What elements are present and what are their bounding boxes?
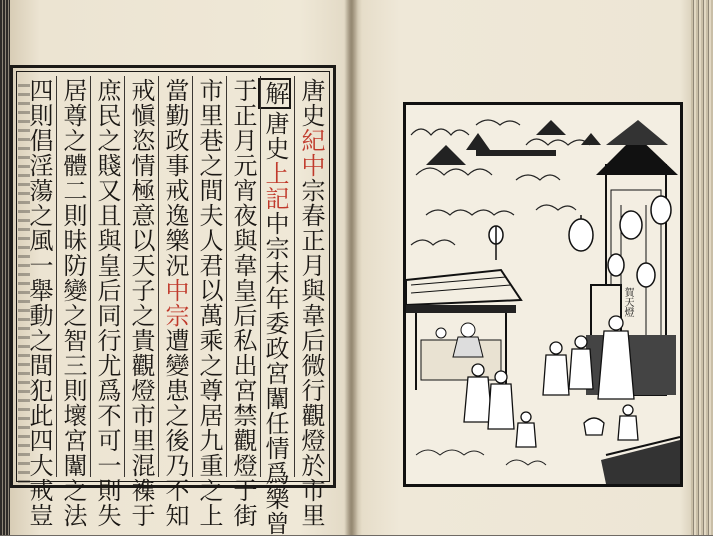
character: 之 xyxy=(195,353,223,378)
book-gutter xyxy=(344,0,358,535)
character: 貴 xyxy=(127,328,155,353)
character: 一 xyxy=(25,253,53,278)
character: 與 xyxy=(229,228,257,253)
character: 則 xyxy=(59,203,87,228)
character: 間 xyxy=(25,353,53,378)
character: 燈 xyxy=(127,378,155,403)
illustration-svg xyxy=(406,105,680,484)
character: 爲 xyxy=(93,378,121,403)
character: 恣 xyxy=(127,128,155,153)
character: 庶 xyxy=(93,78,121,103)
character: 夫 xyxy=(195,203,223,228)
character: 里 xyxy=(297,503,325,528)
character: 宮 xyxy=(59,428,87,453)
character: 解 xyxy=(258,78,291,109)
character: 不 xyxy=(93,403,121,428)
character: 宮 xyxy=(229,378,257,403)
character: 風 xyxy=(25,228,53,253)
character: 韋 xyxy=(297,303,325,328)
character: 史 xyxy=(297,103,325,128)
character: 則 xyxy=(59,378,87,403)
character: 子 xyxy=(127,278,155,303)
character: 防 xyxy=(59,253,87,278)
column-rule xyxy=(90,76,91,477)
character: 與 xyxy=(93,228,121,253)
character: 宗 xyxy=(161,303,189,328)
character: 極 xyxy=(127,178,155,203)
text-column xyxy=(58,78,87,528)
character: 皇 xyxy=(229,278,257,303)
column-rule xyxy=(56,76,57,477)
character: 二 xyxy=(59,178,87,203)
clouds xyxy=(411,120,590,245)
character: 禁 xyxy=(229,403,257,428)
character: 里 xyxy=(127,428,155,453)
character: 以 xyxy=(195,278,223,303)
character: 舉 xyxy=(25,278,53,303)
character: 不 xyxy=(161,478,189,503)
character: 民 xyxy=(93,103,121,128)
character: 於 xyxy=(297,453,325,478)
character: 戒 xyxy=(161,178,189,203)
character: 行 xyxy=(93,328,121,353)
character: 正 xyxy=(297,228,325,253)
character: 里 xyxy=(195,103,223,128)
character: 四 xyxy=(25,428,53,453)
character: 唐 xyxy=(297,78,325,103)
character: 紀 xyxy=(297,128,325,153)
character: 智 xyxy=(59,328,87,353)
character: 政 xyxy=(261,336,289,361)
character: 重 xyxy=(195,453,223,478)
character: 知 xyxy=(161,503,189,528)
character: 事 xyxy=(161,153,189,178)
character: 于 xyxy=(127,503,155,528)
character: 之 xyxy=(59,128,87,153)
character: 遭 xyxy=(161,328,189,353)
character: 患 xyxy=(161,378,189,403)
character: 私 xyxy=(229,328,257,353)
character: 宗 xyxy=(261,236,289,261)
pavilion-tower xyxy=(586,120,678,395)
character: 闈 xyxy=(261,386,289,411)
column-rule xyxy=(260,76,261,477)
character: 失 xyxy=(93,503,121,528)
character: 愼 xyxy=(127,103,155,128)
character: 變 xyxy=(59,278,87,303)
ground-clouds xyxy=(416,450,546,465)
character: 皇 xyxy=(93,253,121,278)
character: 之 xyxy=(59,303,87,328)
right-page-edge xyxy=(691,0,713,535)
character: 于 xyxy=(229,478,257,503)
character: 昧 xyxy=(59,228,87,253)
character: 動 xyxy=(25,303,53,328)
character: 三 xyxy=(59,353,87,378)
character: 豈 xyxy=(25,503,53,528)
column-rule xyxy=(294,76,295,477)
character: 淫 xyxy=(25,153,53,178)
character: 況 xyxy=(161,253,189,278)
character: 行 xyxy=(297,378,325,403)
character: 間 xyxy=(195,178,223,203)
text-column xyxy=(92,78,121,528)
lantern-sign-label: 賀天燈 xyxy=(622,287,633,317)
character: 倡 xyxy=(25,128,53,153)
character: 后 xyxy=(229,303,257,328)
character: 賤 xyxy=(93,153,121,178)
text-column xyxy=(160,78,189,528)
character: 意 xyxy=(127,203,155,228)
character: 微 xyxy=(297,353,325,378)
character: 宗 xyxy=(297,178,325,203)
character: 夜 xyxy=(229,203,257,228)
character: 人 xyxy=(195,228,223,253)
character: 又 xyxy=(93,178,121,203)
character: 年 xyxy=(261,286,289,311)
character: 體 xyxy=(59,153,87,178)
character: 史 xyxy=(261,136,289,161)
character: 樂 xyxy=(261,486,289,511)
character: 之 xyxy=(195,153,223,178)
left-page-edge xyxy=(0,0,10,535)
text-column xyxy=(228,78,257,528)
character: 宵 xyxy=(229,178,257,203)
character: 后 xyxy=(93,278,121,303)
character: 混 xyxy=(127,453,155,478)
character: 街 xyxy=(229,503,257,528)
character: 市 xyxy=(297,478,325,503)
character: 大 xyxy=(25,453,53,478)
character: 于 xyxy=(229,78,257,103)
foreground-roof xyxy=(601,437,680,484)
character: 此 xyxy=(25,403,53,428)
character: 且 xyxy=(93,203,121,228)
character: 春 xyxy=(297,203,325,228)
character: 末 xyxy=(261,261,289,286)
character: 上 xyxy=(195,503,223,528)
character: 闈 xyxy=(59,453,87,478)
character: 尊 xyxy=(59,103,87,128)
character: 以 xyxy=(127,228,155,253)
character: 君 xyxy=(195,253,223,278)
character: 則 xyxy=(93,478,121,503)
character: 后 xyxy=(297,328,325,353)
character: 任 xyxy=(261,411,289,436)
character: 乘 xyxy=(195,328,223,353)
character: 觀 xyxy=(297,403,325,428)
character: 正 xyxy=(229,103,257,128)
character: 居 xyxy=(59,78,87,103)
character: 九 xyxy=(195,428,223,453)
character: 勤 xyxy=(161,103,189,128)
text-column xyxy=(261,78,291,536)
character: 犯 xyxy=(25,378,53,403)
character: 情 xyxy=(127,153,155,178)
character: 之 xyxy=(195,478,223,503)
character: 出 xyxy=(229,353,257,378)
character: 戒 xyxy=(25,478,53,503)
column-rule xyxy=(158,76,159,477)
character: 與 xyxy=(297,278,325,303)
character: 萬 xyxy=(195,303,223,328)
character: 觀 xyxy=(127,353,155,378)
character: 法 xyxy=(59,503,87,528)
character: 唐 xyxy=(261,111,289,136)
woodblock-illustration xyxy=(403,102,683,487)
character: 委 xyxy=(261,311,289,336)
character: 韋 xyxy=(229,253,257,278)
character: 燈 xyxy=(229,453,257,478)
character: 記 xyxy=(261,186,289,211)
character: 中 xyxy=(261,211,289,236)
character: 之 xyxy=(59,478,87,503)
character: 樂 xyxy=(161,228,189,253)
character: 燈 xyxy=(297,428,325,453)
character: 市 xyxy=(195,78,223,103)
text-frame-inner xyxy=(16,71,330,536)
character: 可 xyxy=(93,428,121,453)
character: 月 xyxy=(229,128,257,153)
character: 襍 xyxy=(127,478,155,503)
character: 市 xyxy=(127,403,155,428)
character: 當 xyxy=(161,78,189,103)
character: 同 xyxy=(93,303,121,328)
character: 宮 xyxy=(261,361,289,386)
character: 蕩 xyxy=(25,178,53,203)
character: 逸 xyxy=(161,203,189,228)
character: 之 xyxy=(93,128,121,153)
character: 爲 xyxy=(261,461,289,486)
distant-palaces xyxy=(426,120,601,165)
text-column xyxy=(126,78,155,528)
character: 之 xyxy=(127,303,155,328)
character: 則 xyxy=(25,103,53,128)
character: 後 xyxy=(161,428,189,453)
character: 居 xyxy=(195,403,223,428)
character: 情 xyxy=(261,436,289,461)
column-rule xyxy=(192,76,193,477)
character: 戒 xyxy=(127,78,155,103)
column-rule xyxy=(124,76,125,477)
character: 壞 xyxy=(59,403,87,428)
text-column xyxy=(24,78,53,528)
character: 乃 xyxy=(161,453,189,478)
text-frame xyxy=(10,65,336,536)
character: 中 xyxy=(297,153,325,178)
character: 月 xyxy=(297,253,325,278)
character: 尊 xyxy=(195,378,223,403)
character: 之 xyxy=(25,328,53,353)
character: 上 xyxy=(261,161,289,186)
character: 之 xyxy=(161,403,189,428)
text-column xyxy=(194,78,223,528)
character: 政 xyxy=(161,128,189,153)
character: 變 xyxy=(161,353,189,378)
character: 中 xyxy=(161,278,189,303)
character: 天 xyxy=(127,253,155,278)
character: 曾 xyxy=(261,511,289,536)
character: 元 xyxy=(229,153,257,178)
text-column xyxy=(296,78,325,528)
character: 巷 xyxy=(195,128,223,153)
character: 一 xyxy=(93,453,121,478)
character: 觀 xyxy=(229,428,257,453)
character: 之 xyxy=(25,203,53,228)
character: 尤 xyxy=(93,353,121,378)
column-rule xyxy=(226,76,227,477)
character: 四 xyxy=(25,78,53,103)
figures xyxy=(464,316,638,447)
